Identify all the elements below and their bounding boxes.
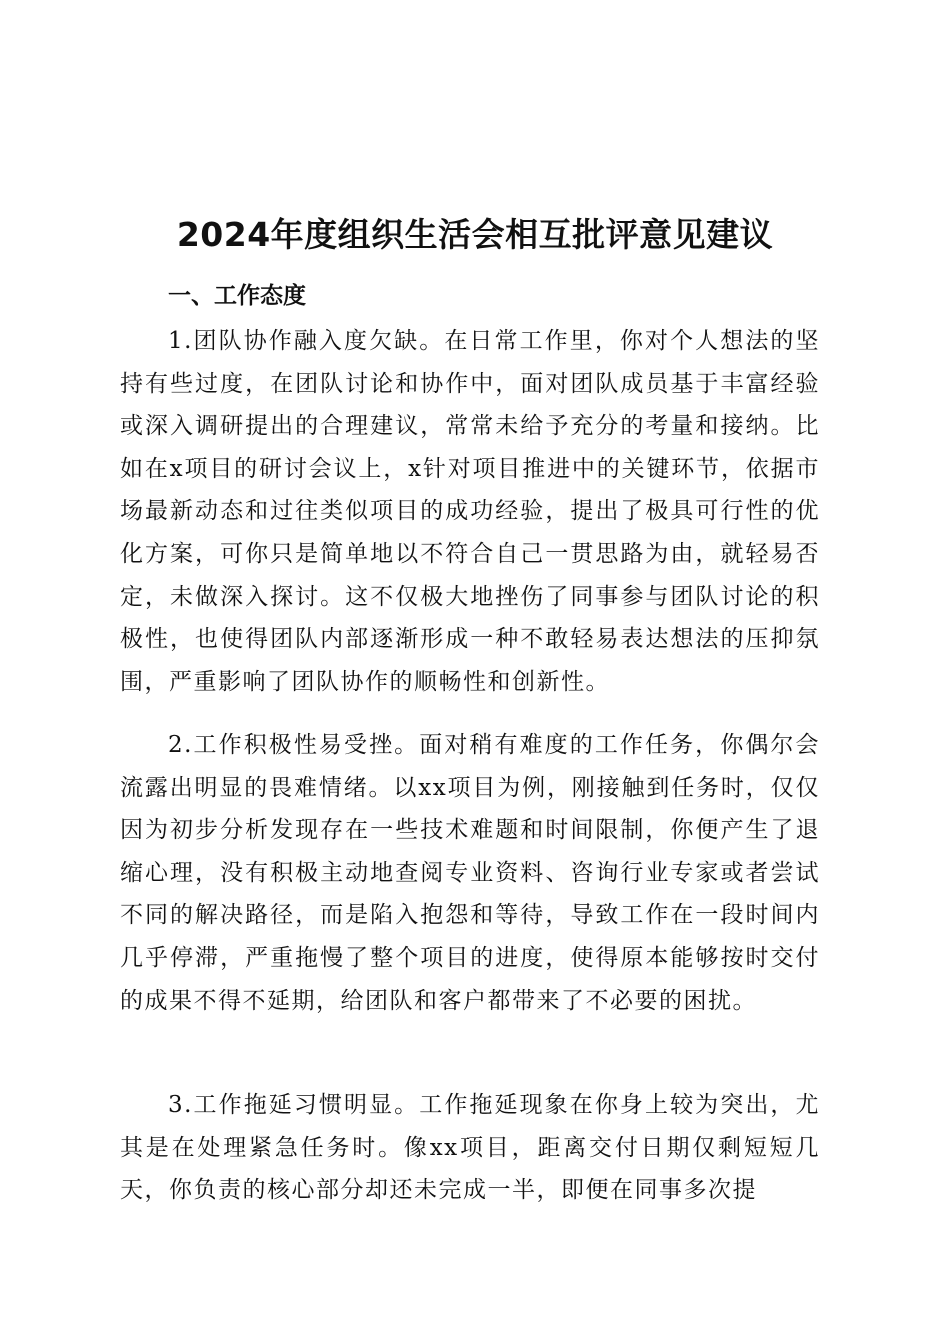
paragraph-3: 3.工作拖延习惯明显。工作拖延现象在你身上较为突出，尤其是在处理紧急任务时。像xx项目，距离交付日期仅剩短短几天，你负责的核心部分却还未完成一半，即便在同事多次提 (120, 1092, 820, 1204)
document-title: 2024年度组织生活会相互批评意见建议 (176, 215, 774, 254)
section-heading: 一、工作态度 (168, 283, 306, 309)
paragraph-2: 2.工作积极性易受挫。面对稍有难度的工作任务，你偶尔会流露出明显的畏难情绪。以xx项目为例，刚接触到任务时，仅仅因为初步分析发现存在一些技术难题和时间限制，你便产生了退缩心理，没有积极主动地查阅专业资料、咨询行业专家或者尝试不同的解决路径，而是陷入抱怨和等待，导致工作在一段时间内几乎停滞，严重拖慢了整个项目的进度，使得原本能够按时交付的成果不得不延期，给团队和客户都带来了不必要的困扰。 (120, 732, 820, 1014)
paragraph-1: 1.团队协作融入度欠缺。在日常工作里，你对个人想法的坚持有些过度，在团队讨论和协作中，面对团队成员基于丰富经验或深入调研提出的合理建议，常常未给予充分的考量和接纳。比如在x项目的研讨会议上，x针对项目推进中的关键环节，依据市场最新动态和过往类似项目的成功经验，提出了极具可行性的优化方案，可你只是简单地以不符合自己一贯思路为由，就轻易否定，未做深入探讨。这不仅极大地挫伤了同事参与团队讨论的积极性，也使得团队内部逐渐形成一种不敢轻易表达想法的压抑氛围，严重影响了团队协作的顺畅性和创新性。 (120, 328, 820, 695)
